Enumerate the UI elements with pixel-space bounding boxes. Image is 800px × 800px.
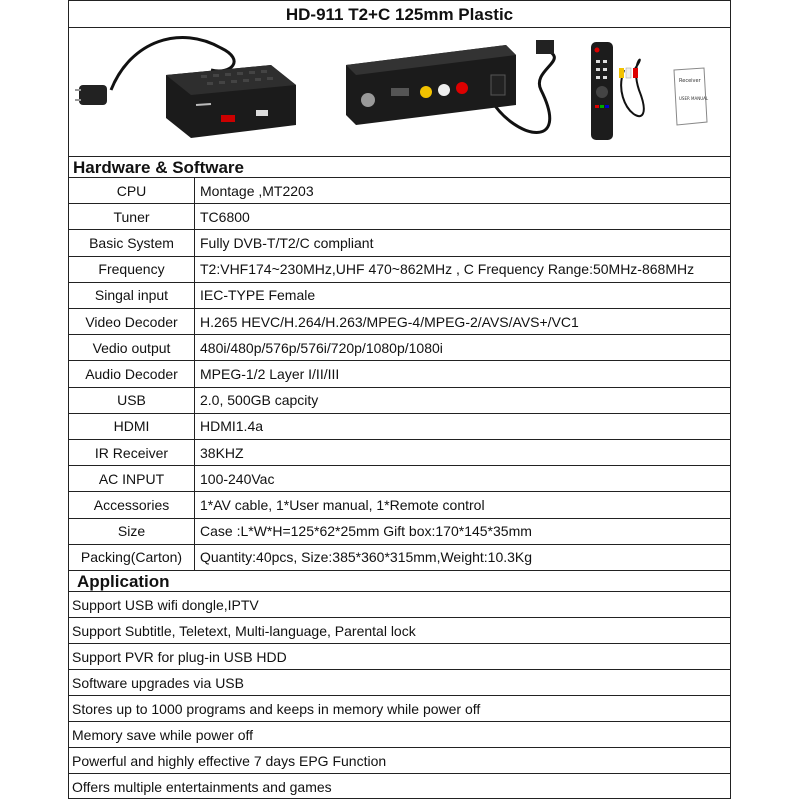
product-title: HD-911 T2+C 125mm Plastic bbox=[69, 1, 730, 28]
application-item: Memory save while power off bbox=[69, 722, 730, 748]
spec-value: Montage ,MT2203 bbox=[200, 182, 314, 199]
spec-label: Tuner bbox=[69, 204, 195, 229]
application-item: Powerful and highly effective 7 days EPG Function bbox=[69, 748, 730, 774]
spec-row bbox=[69, 466, 730, 492]
spec-sheet bbox=[68, 0, 731, 799]
spec-label: HDMI bbox=[69, 414, 195, 439]
accessories-image bbox=[579, 30, 729, 155]
spec-row bbox=[69, 178, 730, 204]
spec-label: Basic System bbox=[69, 230, 195, 255]
spec-value: Fully DVB-T/T2/C compliant bbox=[200, 234, 374, 251]
spec-label: Video Decoder bbox=[69, 309, 195, 334]
product-photos bbox=[69, 28, 730, 157]
application-item: Support USB wifi dongle,IPTV bbox=[69, 592, 730, 618]
spec-value: 480i/480p/576p/576i/720p/1080p/1080i bbox=[200, 339, 443, 356]
spec-value: TC6800 bbox=[200, 208, 250, 225]
receiver-with-cord-image bbox=[71, 30, 301, 155]
spec-row bbox=[69, 519, 730, 545]
spec-value: H.265 HEVC/H.264/H.263/MPEG-4/MPEG-2/AVS/AVS+/VC1 bbox=[200, 313, 579, 330]
spec-value: Case :L*W*H=125*62*25mm Gift box:170*145*35mm bbox=[200, 523, 532, 540]
spec-label: Frequency bbox=[69, 257, 195, 282]
spec-row bbox=[69, 440, 730, 466]
application-item: Offers multiple entertainments and games bbox=[72, 779, 332, 795]
spec-value: T2:VHF174~230MHz,UHF 470~862MHz , C Frequency Range:50MHz-868MHz bbox=[200, 261, 695, 278]
receiver-rear-image bbox=[341, 30, 571, 155]
application-item: Software upgrades via USB bbox=[69, 670, 730, 696]
spec-row bbox=[69, 257, 730, 283]
spec-label: AC INPUT bbox=[69, 466, 195, 491]
spec-value: 1*AV cable, 1*User manual, 1*Remote control bbox=[200, 496, 485, 513]
spec-row bbox=[69, 204, 730, 230]
spec-label: IR Receiver bbox=[69, 440, 195, 465]
manual-title-text: Receiver bbox=[679, 78, 701, 84]
manual-subtitle-text: USER MANUAL bbox=[679, 96, 709, 101]
spec-row bbox=[69, 283, 730, 309]
spec-row bbox=[69, 545, 730, 571]
spec-label: Vedio output bbox=[69, 335, 195, 360]
spec-row bbox=[69, 230, 730, 256]
spec-row bbox=[69, 388, 730, 414]
spec-row bbox=[69, 335, 730, 361]
spec-label: Audio Decoder bbox=[69, 361, 195, 386]
spec-label: Accessories bbox=[69, 492, 195, 517]
spec-value: IEC-TYPE Female bbox=[200, 287, 316, 304]
hardware-heading: Hardware & Software bbox=[69, 157, 730, 178]
spec-row bbox=[69, 492, 730, 518]
spec-value: MPEG-1/2 Layer I/II/III bbox=[200, 365, 340, 382]
spec-row bbox=[69, 414, 730, 440]
application-heading: Application bbox=[69, 571, 730, 592]
spec-value: 38KHZ bbox=[200, 444, 244, 461]
application-item: Support Subtitle, Teletext, Multi-language, Parental lock bbox=[69, 618, 730, 644]
spec-label: Size bbox=[69, 519, 195, 544]
application-item: Stores up to 1000 programs and keeps in memory while power off bbox=[69, 696, 730, 722]
spec-label: Singal input bbox=[69, 283, 195, 308]
spec-label: CPU bbox=[69, 178, 195, 203]
spec-label: USB bbox=[69, 388, 195, 413]
spec-value: Quantity:40pcs, Size:385*360*315mm,Weight:10.3Kg bbox=[200, 549, 533, 566]
spec-row bbox=[69, 361, 730, 387]
spec-value: 100-240Vac bbox=[200, 470, 275, 487]
spec-value: 2.0, 500GB capcity bbox=[200, 392, 319, 409]
spec-row bbox=[69, 309, 730, 335]
spec-label: Packing(Carton) bbox=[69, 545, 195, 570]
spec-value: HDMI1.4a bbox=[200, 418, 264, 435]
application-item: Support PVR for plug-in USB HDD bbox=[69, 644, 730, 670]
